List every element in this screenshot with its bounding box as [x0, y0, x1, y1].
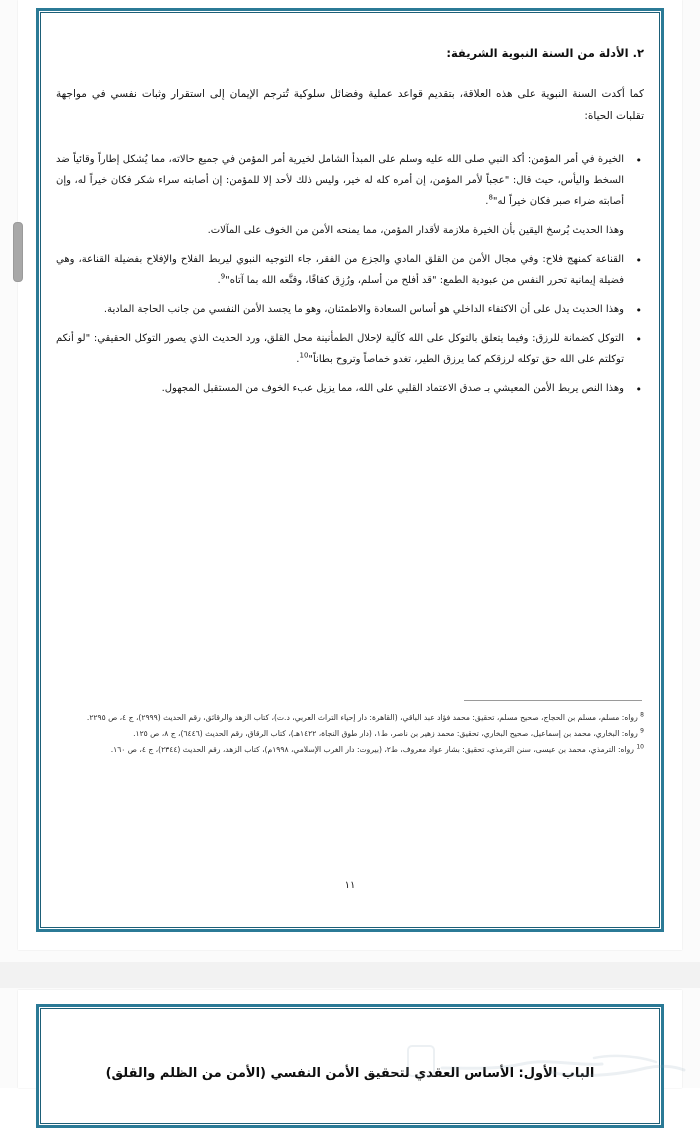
- list-item: [56, 220, 644, 241]
- document-page-2: [18, 990, 682, 1088]
- footnote-text: رواه: مسلم، مسلم بن الحجاج، صحيح مسلم، تحقيق: محمد فؤاد عبد الباقي، (القاهرة: دار إحياء التراث العربي، د.ت)، كتاب الزهد والرقائق، رقم الحديث (٢٩٩٩)، ج ٤، ص ٢٢٩٥.: [86, 713, 638, 722]
- bullet-text: وهذا النص يربط الأمن المعيشي بـ صدق الاعتماد القلبي على الله، مما يزيل عبء الخوف من المستقبل المجهول.: [161, 383, 624, 395]
- evidence-bullet-list: [56, 149, 644, 399]
- bullet-tail: .: [485, 196, 489, 208]
- page-gap-divider: [0, 962, 700, 988]
- bullet-text: وهذا الحديث يُرسخ اليقين بأن الخيرة ملازمة لأقدار المؤمن، مما يمنحه الأمن من الخوف على المآلات.: [207, 225, 624, 237]
- section-heading: ٢. الأدلة من السنة النبوية الشريفة:: [446, 46, 644, 60]
- bullet-text: الخيرة في أمر المؤمن: أكد النبي صلى الله عليه وسلم على المبدأ الشامل لخيرية أمر المؤمن في جميع حالاته، مما يُشكل إطاراً وقائياً ضد السخط واليأس، حيث قال: "عجباً لأمر المؤمن، إن أمره كله له خير، وليس ذلك لأحد إلا للمؤمن: إن أصابته سراء شكر فكان خيراً له، وإن أصابته ضراء صبر فكان خيراً له": [56, 154, 624, 208]
- footnote-marker: 10: [636, 743, 644, 751]
- footnote-text: رواه: البخاري، محمد بن إسماعيل، صحيح البخاري، تحقيق: محمد زهير بن ناصر، ط١، (دار طوق النجاة، ١٤٢٢هـ)، كتاب الرقاق، رقم الحديث (٦٤٤٦)، ج ٨، ص ١٢٥.: [133, 728, 638, 738]
- scrollbar-track[interactable]: [6, 0, 16, 1088]
- footnote-entry: [56, 727, 644, 742]
- list-item: [56, 149, 644, 212]
- list-item: [56, 249, 644, 291]
- bullet-text: القناعة كمنهج فلاح: وفي مجال الأمن من القلق المادي والجزع من الفقر، جاء التوجيه النبوي ليربط الفلاح والإفلاح بفضيلة القناعة، وهي فضيلة إيمانية تحرر النفس من عبودية الطمع: "قد أفلح من أسلم، ورُزِق كفافًا، وقنَّعه الله بما آتاه": [56, 254, 624, 287]
- list-item: [56, 378, 644, 399]
- footnote-entry: [56, 711, 644, 726]
- intro-paragraph: كما أكدت السنة النبوية على هذه العلاقة، بتقديم قواعد عملية وفضائل سلوكية تُترجم الإيمان إلى استقرار وثبات نفسي في مواجهة تقلبات الحياة:: [56, 88, 644, 122]
- document-page-1: [18, 0, 682, 950]
- list-item: [56, 299, 644, 320]
- footnote-text: رواه: الترمذي، محمد بن عيسى، سنن الترمذي، تحقيق: بشار عواد معروف، ط٢، (بيروت: دار الغرب الإسلامي، ١٩٩٨م)، كتاب الزهد، رقم الحديث (٢٣٤٤)، ج ٤، ص ١٦٠.: [110, 744, 634, 754]
- page-number: ١١: [344, 880, 356, 891]
- chapter-title: الباب الأول: الأساس العقدي لتحقيق الأمن النفسي (الأمن من الظلم والقلق): [105, 1066, 595, 1081]
- footnote-marker: 8: [640, 711, 644, 719]
- list-item: [56, 328, 644, 370]
- footnote-ref: 8: [488, 194, 493, 203]
- bullet-text: وهذا الحديث يدل على أن الاكتفاء الداخلي هو أساس السعادة والاطمئنان، وهو ما يجسد الأمن النفسي من جانب الحاجة المادية.: [103, 304, 624, 316]
- bullet-tail: .: [296, 354, 300, 366]
- footnote-separator: [464, 700, 642, 701]
- page-1-content: [56, 44, 644, 926]
- bullet-tail: .: [217, 275, 221, 287]
- footnote-marker: 9: [640, 727, 644, 735]
- footnote-ref: 10: [299, 352, 309, 361]
- footnotes-section: [56, 700, 644, 758]
- bullet-text: التوكل كضمانة للرزق: وفيما يتعلق بالتوكل على الله كآلية لإحلال الطمأنينة محل القلق، ورد الحديث الذي يصور التوكل الحقيقي: "لو أنكم توكلتم على الله حق توكله لرزقكم كما يرزق الطير، تغدو خماصاً وتروح بطاناً": [56, 333, 624, 366]
- scrollbar-thumb[interactable]: [13, 222, 23, 282]
- footnote-ref: 9: [220, 273, 226, 282]
- footnote-entry: [56, 743, 644, 758]
